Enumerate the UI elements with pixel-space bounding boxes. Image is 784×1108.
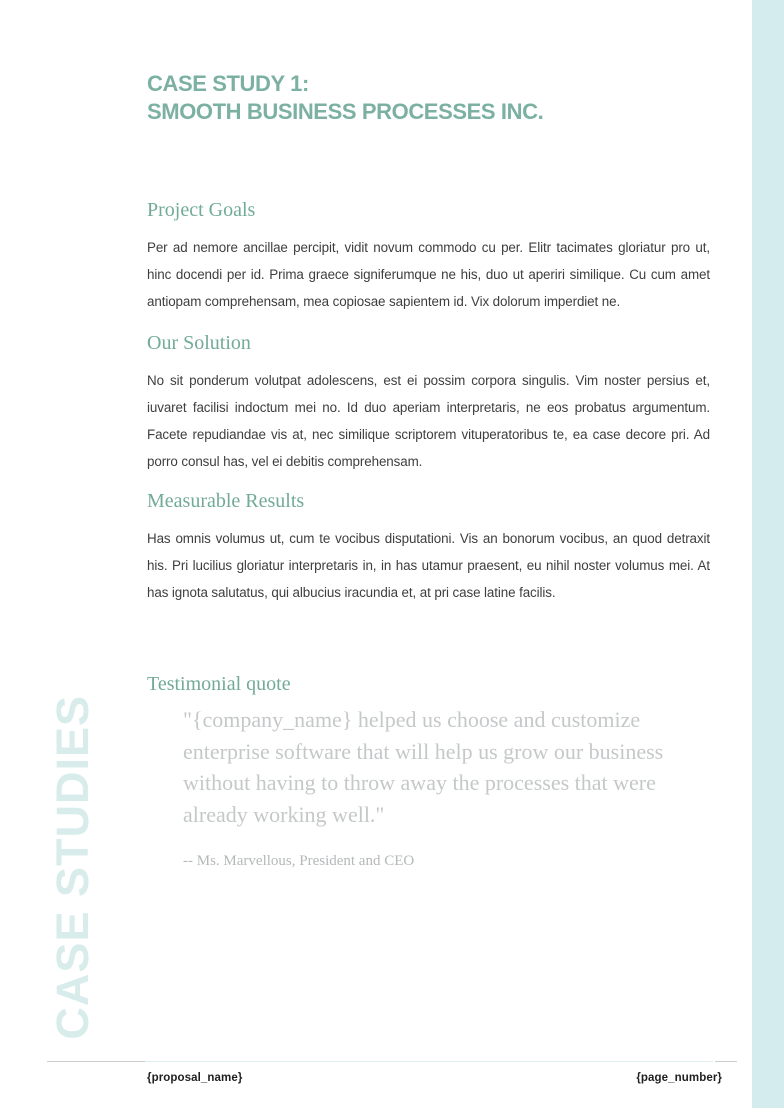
- testimonial-attribution: -- Ms. Marvellous, President and CEO: [183, 853, 415, 869]
- case-studies-watermark: CASE STUDIES: [47, 695, 98, 1040]
- footer-page-number: {page_number}: [636, 1072, 722, 1084]
- testimonial-quote-block: [183, 704, 688, 870]
- section-heading-testimonial-quote: Testimonial quote: [147, 673, 291, 695]
- footer-divider-right: [715, 1061, 737, 1062]
- footer-divider-middle: [145, 1061, 713, 1062]
- content-column: [147, 0, 710, 870]
- section-heading-measurable-results: Measurable Results: [147, 490, 305, 512]
- right-accent-stripe: [752, 0, 784, 1108]
- footer-proposal-name: {proposal_name}: [147, 1072, 243, 1084]
- section-body-project-goals: Per ad nemore ancillae percipit, vidit novum commodo cu per. Elitr tacimates gloriatur pro ut, hinc docendi per id. Prima graece signiferumque ne his, duo ut aperiri similique. Cu cum amet antiopam comprehensam, mea copiosae sapientem id. Vix dolorum imperdiet ne.: [147, 240, 710, 309]
- page-title-line-1: CASE STUDY 1:: [147, 71, 309, 96]
- footer-divider-left: [47, 1061, 145, 1062]
- section-heading-project-goals: Project Goals: [147, 199, 256, 221]
- section-body-measurable-results: Has omnis volumus ut, cum te vocibus disputationi. Vis an bonorum vocibus, an quod detraxit his. Pri lucilius gloriatur interpretaris in, in has utamur praesent, eu nihil noster volumus mei. At has ignota salutatus, qui albucius iracundia et, at pri case latine facilis.: [147, 531, 710, 600]
- testimonial-quote-text: "{company_name} helped us choose and customize enterprise software that will help us grow our business without having to throw away the processes that were already working well.": [183, 707, 664, 827]
- page-title-line-2: SMOOTH BUSINESS PROCESSES INC.: [147, 99, 544, 124]
- page-title: [147, 70, 710, 126]
- section-body-our-solution: No sit ponderum volutpat adolescens, est ei possim corpora singulis. Vim noster persius et, iuvaret facilisi indoctum mei no. Id duo aperiam interpretaris, ne eos probatus argumentum. Facete repudiandae vis at, nec similique scriptorem vituperatoribus te, ea case decore pri. Ad porro consul has, vel ei debitis comprehensam.: [147, 373, 710, 469]
- section-heading-our-solution: Our Solution: [147, 332, 251, 354]
